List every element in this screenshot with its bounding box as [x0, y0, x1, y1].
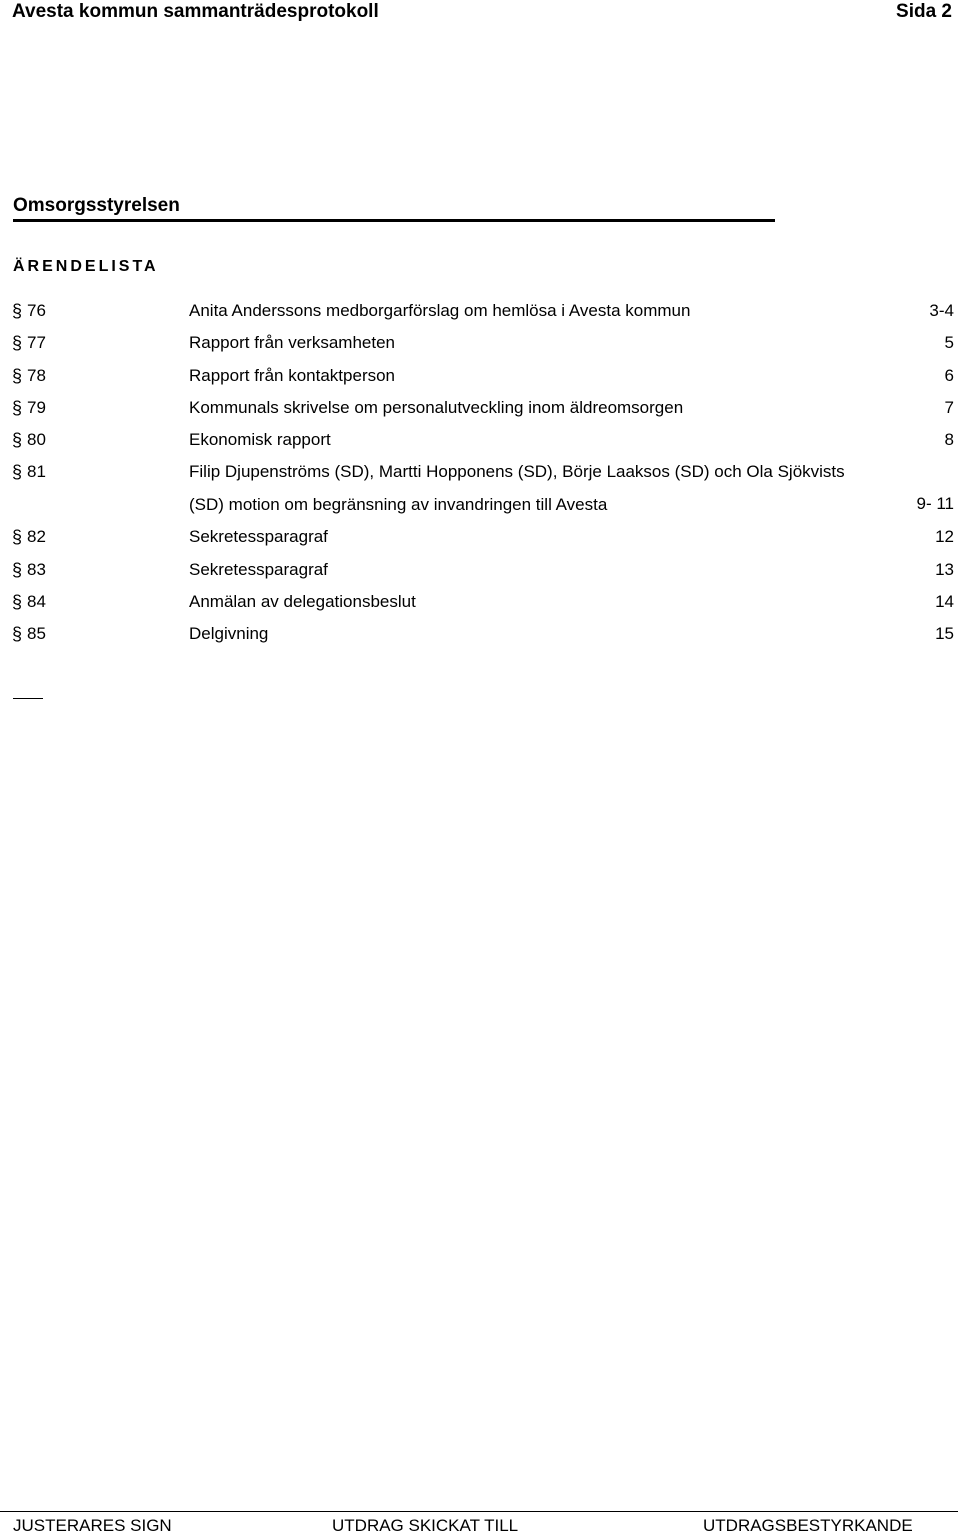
item-title: Rapport från kontaktperson — [189, 365, 396, 385]
paragraph-symbol: § — [12, 559, 23, 580]
item-number: 79 — [27, 397, 46, 417]
footer-rule — [0, 1511, 958, 1512]
item-number: 82 — [27, 527, 46, 547]
footer-certified-label: UTDRAGSBESTYRKANDE — [703, 1516, 913, 1535]
item-number: 78 — [27, 365, 46, 385]
agenda-item — [0, 589, 960, 621]
agenda-item — [0, 330, 960, 362]
item-pages: 7 — [944, 397, 954, 417]
item-number: 85 — [27, 624, 46, 644]
paragraph-symbol: § — [12, 365, 23, 386]
item-title: Ekonomisk rapport — [189, 430, 331, 450]
title-underline — [13, 219, 775, 222]
item-number: 81 — [27, 462, 46, 482]
item-number: 77 — [27, 333, 46, 353]
paragraph-symbol: § — [12, 333, 23, 354]
agenda-item — [0, 427, 960, 459]
paragraph-symbol: § — [12, 430, 23, 451]
item-title: Rapport från verksamheten — [189, 333, 395, 353]
item-pages: 6 — [944, 365, 954, 385]
agenda-item — [0, 298, 960, 330]
agenda-item — [0, 524, 960, 556]
paragraph-symbol: § — [12, 462, 23, 483]
document-title: Avesta kommun sammanträdesprotokoll — [12, 1, 379, 22]
item-pages: 5 — [944, 333, 954, 353]
paragraph-symbol: § — [12, 592, 23, 613]
paragraph-symbol: § — [12, 624, 23, 645]
footer-signature-label: JUSTERARES SIGN — [13, 1516, 172, 1535]
page-number: Sida 2 — [896, 1, 952, 22]
paragraph-symbol: § — [12, 301, 23, 321]
item-number: 84 — [27, 592, 46, 612]
agenda-item — [0, 363, 960, 395]
paragraph-symbol: § — [12, 397, 23, 418]
item-title: Sekretessparagraf — [189, 527, 328, 547]
item-pages: 13 — [935, 559, 954, 579]
item-title: Delgivning — [189, 624, 269, 644]
item-pages: 3-4 — [929, 301, 954, 320]
agenda-item — [0, 459, 960, 524]
agenda-item — [0, 395, 960, 427]
item-title: Anita Anderssons medborgarförslag om hemlösa i Avesta kommun — [189, 301, 691, 320]
agenda-heading: ÄRENDELISTA — [13, 258, 159, 275]
agenda-item — [0, 557, 960, 589]
agenda-item — [0, 621, 960, 653]
item-title: Sekretessparagraf — [189, 559, 328, 579]
item-title: Kommunals skrivelse om personalutveckling inom äldreomsorgen — [189, 397, 684, 417]
board-title: Omsorgsstyrelsen — [13, 195, 180, 216]
item-title: Filip Djupenströms (SD), Martti Hopponens (SD), Börje Laaksos (SD) och Ola Sjökvists (SD) motion om begränsning av invandringen till Avesta — [189, 462, 845, 514]
item-number: 76 — [27, 301, 46, 320]
item-title: Anmälan av delegationsbeslut — [189, 592, 416, 612]
paragraph-symbol: § — [12, 527, 23, 548]
item-pages: 8 — [944, 430, 954, 450]
item-pages: 14 — [935, 592, 954, 612]
item-number: 80 — [27, 430, 46, 450]
item-pages: 9- 11 — [916, 494, 954, 514]
agenda-list — [0, 298, 960, 654]
item-number: 83 — [27, 559, 46, 579]
footer-sent-label: UTDRAG SKICKAT TILL — [332, 1516, 519, 1535]
footnote-rule — [13, 698, 43, 699]
item-pages: 12 — [935, 527, 954, 547]
item-pages: 15 — [935, 624, 954, 644]
page-header — [12, 0, 952, 26]
